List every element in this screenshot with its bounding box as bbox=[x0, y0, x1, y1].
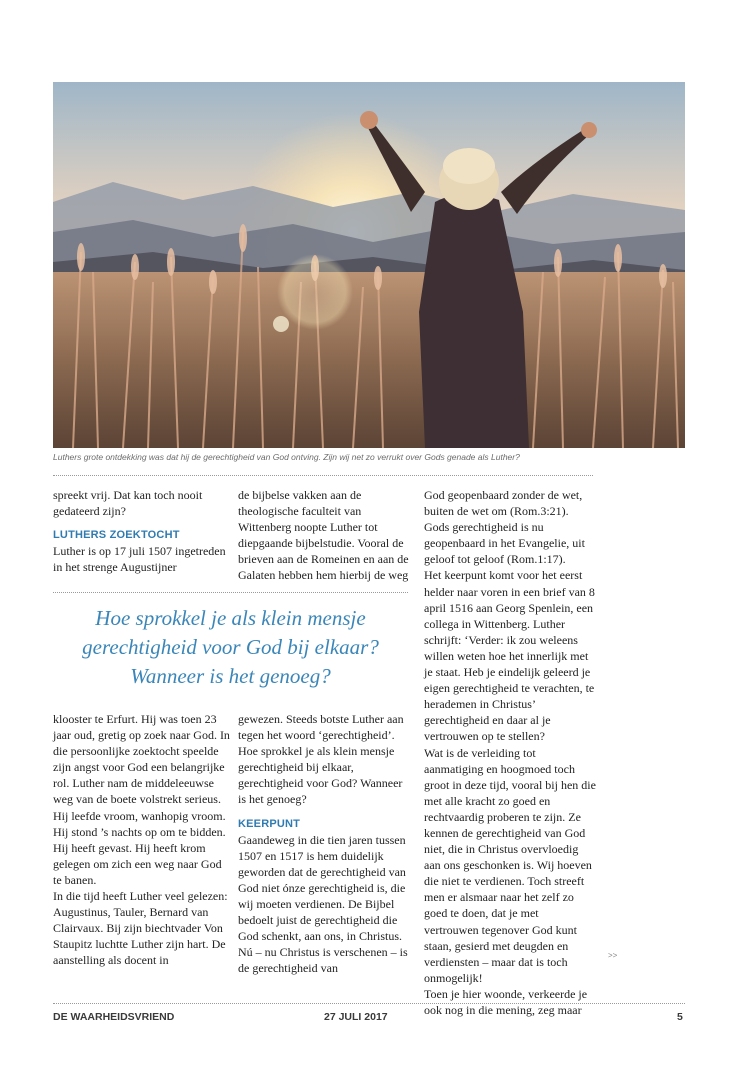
pull-quote-line-1: Hoe sprokkel je als klein mensje bbox=[95, 606, 366, 630]
top-col1-text: Luther is op 17 juli 1507 ingetreden in het strenge Augustijner bbox=[53, 544, 226, 575]
top-column-1 bbox=[53, 487, 231, 575]
bottom-col1-p1: klooster te Erfurt. Hij was toen 23 jaar oud, gretig op zoek naar God. In die persoonlijke zoektocht speelde zijn angst voor God een belangrijke rol. Luther nam de middeleeuwse weg van de boete volstrekt serieus. Hij leefde vroom, wanhopig vroom. Hij stond ’s nachts op om te bidden. Hij heeft gevast. Hij heeft krom gelegen om zich een weg naar God te banen. bbox=[53, 712, 230, 887]
pull-quote bbox=[53, 604, 408, 691]
right-col-p4: Toen je hier woonde, verkeerde je ook nog in die mening, zeg maar bbox=[424, 986, 588, 1017]
top-col2-text: de bijbelse vakken aan de theologische faculteit van Wittenberg noopte Luther tot diepgaande bijbelstudie. Vooral de brieven aan de Romeinen en aan de Galaten hebben hem hierbij de weg bbox=[238, 488, 409, 583]
top-column-2 bbox=[238, 487, 410, 584]
bottom-col1-p2: In die tijd heeft Luther veel gelezen: Augustinus, Tauler, Bernard van Clairvaux. Bij zijn biechtvader Von Staupitz luchtte Luther zijn hart. De aanstelling als docent in bbox=[53, 889, 228, 968]
footer-page-number: 5 bbox=[677, 1011, 683, 1023]
right-col-p2: Het keerpunt komt voor het eerst helder naar voren in een brief van 8 april 1516 aan Georg Spenlein, een collega in Wittenberg. Luther schrijft: ‘Verder: ik zou weleens willen weten hoe het innerlijk met je staat. Heb je eindelijk geleerd je eigen gerechtigheid te verachten, te herademen in Christus’ gerechtigheid en daar al je vertrouwen op te stellen? bbox=[424, 568, 595, 744]
pull-quote-line-3: Wanneer is het genoeg? bbox=[130, 664, 331, 688]
hero-photo bbox=[53, 82, 685, 448]
continue-marker: >> bbox=[608, 951, 618, 960]
section-heading-keerpunt: KEERPUNT bbox=[238, 817, 301, 830]
right-col-p1: God geopenbaard zonder de wet, buiten de wet om (Rom.3:21). Gods gerechtigheid is nu geopenbaard in het Evangelie, uit geloof tot geloof (Rom.1:17). bbox=[424, 488, 585, 567]
footer-publication: DE WAARHEIDSVRIEND bbox=[53, 1011, 175, 1023]
bottom-col2-p2: Gaandeweg in die tien jaren tussen 1507 en 1517 is hem duidelijk geworden dat de gerechtigheid van God niet ónze gerechtigheid is, die wij moeten verdienen. De Bijbel bedoelt juist de gerechtigheid die God schenkt, aan ons, in Christus. Nú – nu Christus is verschenen – is de gerechtigheid van bbox=[238, 832, 408, 976]
bottom-column-2 bbox=[238, 711, 410, 976]
footer-divider bbox=[53, 1003, 685, 1004]
hero-photo-illustration bbox=[53, 82, 685, 448]
pull-quote-line-2: gerechtigheid voor God bij elkaar? bbox=[82, 635, 379, 659]
right-column bbox=[424, 487, 596, 1018]
bottom-column-1 bbox=[53, 711, 231, 969]
photo-caption: Luthers grote ontdekking was dat hij de gerechtigheid van God ontving. Zijn wij net zo verrukt over Gods genade als Luther? bbox=[53, 452, 520, 462]
footer-date: 27 JULI 2017 bbox=[324, 1011, 388, 1023]
caption-divider bbox=[53, 475, 593, 476]
pull-quote-divider bbox=[53, 592, 408, 593]
top-col1-intro: spreekt vrij. Dat kan toch nooit gedateerd zijn? bbox=[53, 488, 203, 519]
bottom-col2-p1: gewezen. Steeds botste Luther aan tegen het woord ‘gerechtigheid’. Hoe sprokkel je als klein mensje gerechtigheid bij elkaar, gerechtigheid voor God? Wanneer is het genoeg? bbox=[238, 712, 404, 807]
section-heading-zoektocht: LUTHERS ZOEKTOCHT bbox=[53, 529, 180, 542]
right-col-p3: Wat is de verleiding tot aanmatiging en hoogmoed toch groot in deze tijd, vooral bij hen die met alle kracht zo goed en rechtvaardig proberen te zijn. Ze kennen de gerechtigheid van God niet, die in Christus overvloedig aan ons geschonken is. Wij hoeven die niet te verdienen. Toch streeft men er alsmaar naar het zelf zo goed te doen, dat je met vertrouwen tegenover God kunt staan, gesierd met deugden en verdiensten – maar dat is toch onmogelijk! bbox=[424, 745, 596, 985]
